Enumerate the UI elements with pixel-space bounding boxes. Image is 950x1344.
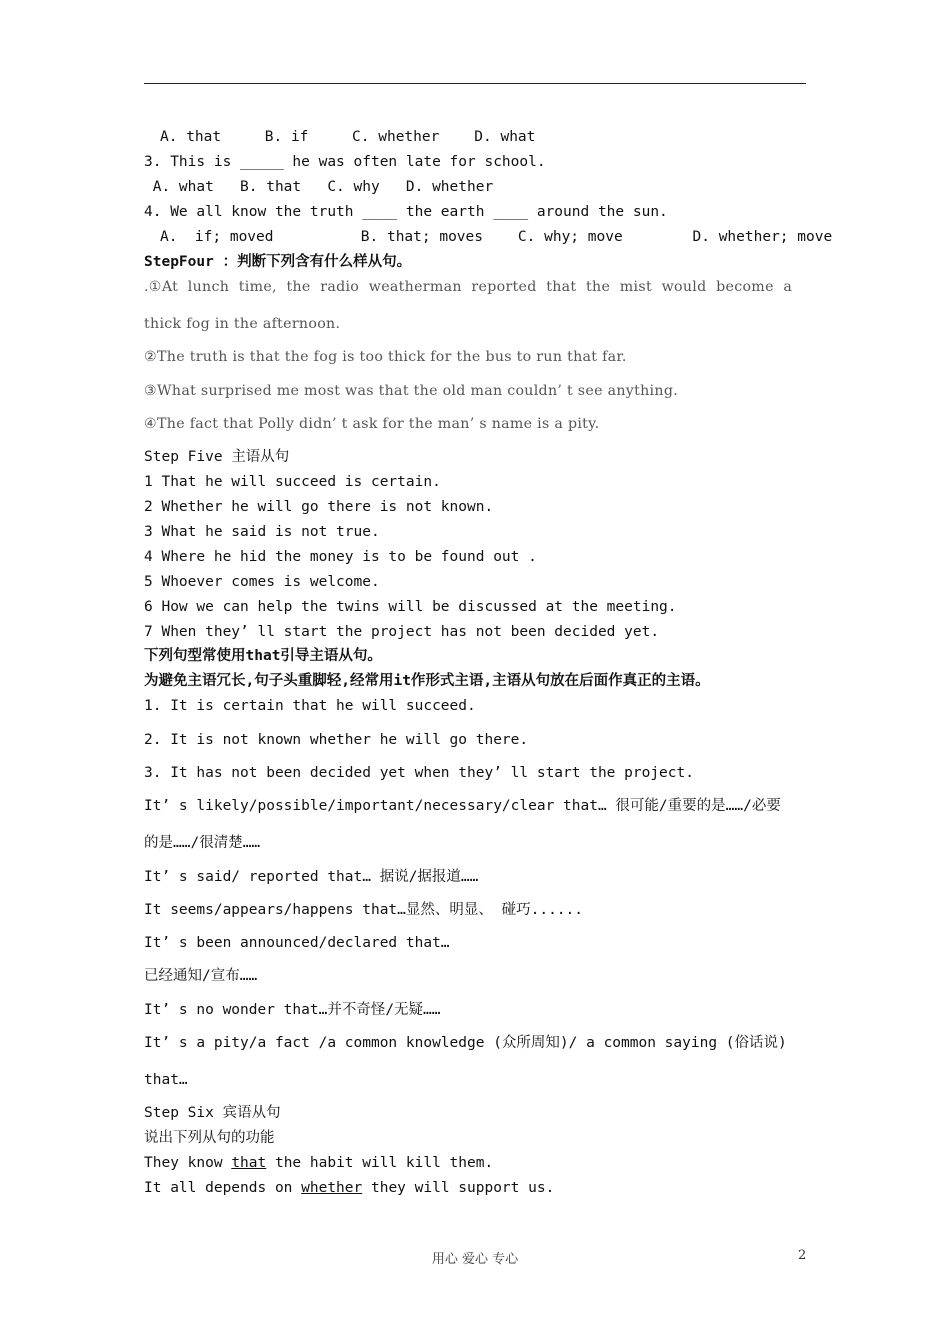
pattern-4-line-2: 已经通知/宣布…… <box>144 968 258 984</box>
step-five-heading: Step Five 主语从句 <box>144 449 290 465</box>
step-six-sentence-1 <box>144 1154 493 1172</box>
sentence-text: They know <box>144 1155 232 1171</box>
step-six-sentence-2 <box>144 1179 554 1197</box>
note-formal-subject-it: 为避免主语冗长,句子头重脚轻,经常用it作形式主语,主语从句放在后面作真正的主语。 <box>144 673 710 689</box>
list-item: 1 That he will succeed is certain. <box>144 474 441 490</box>
sentence-text: It all depends on <box>144 1180 302 1196</box>
pattern-6-line-2: that… <box>144 1072 188 1088</box>
step-six-heading: Step Six 宾语从句 <box>144 1105 281 1121</box>
list-item: 5 Whoever comes is welcome. <box>144 574 380 590</box>
pattern-1-line-1: It’ s likely/possible/important/necessary/clear that… 很可能/重要的是……/必要 <box>144 798 781 814</box>
list-item: 2 Whether he will go there is not known. <box>144 499 494 515</box>
pattern-5: It’ s no wonder that…并不奇怪/无疑…… <box>144 1002 441 1018</box>
step-four-sentence-4: ④The fact that Polly didn’ t ask for the man’ s name is a pity. <box>144 416 600 432</box>
q2-options: A. that B. if C. whether D. what <box>160 129 536 145</box>
step-six-instruction: 说出下列从句的功能 <box>144 1130 275 1146</box>
it-example-3: 3. It has not been decided yet when they’ ll start the project. <box>144 765 694 781</box>
pattern-6-line-1: It’ s a pity/a fact /a common knowledge (众所周知)/ a common saying (俗话说) <box>144 1035 787 1051</box>
it-example-1: 1. It is certain that he will succeed. <box>144 698 476 714</box>
step-four-sentence-1b: thick fog in the afternoon. <box>144 316 341 332</box>
sentence-text: they will support us. <box>362 1180 555 1196</box>
pattern-2: It’ s said/ reported that… 据说/据报道…… <box>144 869 479 885</box>
pattern-4-line-1: It’ s been announced/declared that… <box>144 935 450 951</box>
q3-options: A. what B. that C. why D. whether <box>144 179 494 195</box>
underlined-connective: that <box>231 1155 267 1171</box>
q4-options: A. if; moved B. that; moves C. why; move D. whether; move <box>160 229 833 245</box>
underlined-connective: whether <box>301 1180 363 1196</box>
header-rule <box>144 83 806 84</box>
step-four-sentence-1a: .①At lunch time, the radio weatherman reported that the mist would become a <box>144 279 793 295</box>
step-four-sentence-3: ③What surprised me most was that the old man couldn’ t see anything. <box>144 383 679 399</box>
list-item: 4 Where he hid the money is to be found out . <box>144 549 537 565</box>
footer-motto: 用心 爱心 专心 <box>431 1252 519 1267</box>
question-4: 4. We all know the truth ____ the earth ____ around the sun. <box>144 204 668 220</box>
pattern-1-line-2: 的是……/很清楚…… <box>144 835 261 851</box>
pattern-3: It seems/appears/happens that…显然、明显、 碰巧...... <box>144 902 583 918</box>
list-item: 6 How we can help the twins will be discussed at the meeting. <box>144 599 677 615</box>
sentence-text: the habit will kill them. <box>266 1155 494 1171</box>
list-item: 7 When they’ ll start the project has not been decided yet. <box>144 624 660 640</box>
it-example-2: 2. It is not known whether he will go there. <box>144 732 529 748</box>
step-four-sentence-2: ②The truth is that the fog is too thick for the bus to run that far. <box>144 349 627 365</box>
page-number: 2 <box>798 1248 807 1263</box>
list-item: 3 What he said is not true. <box>144 524 380 540</box>
question-3: 3. This is _____ he was often late for school. <box>144 154 546 170</box>
step-four-heading: StepFour ：判断下列含有什么样从句。 <box>144 254 412 270</box>
note-that-subject-clause: 下列句型常使用that引导主语从句。 <box>144 648 382 664</box>
